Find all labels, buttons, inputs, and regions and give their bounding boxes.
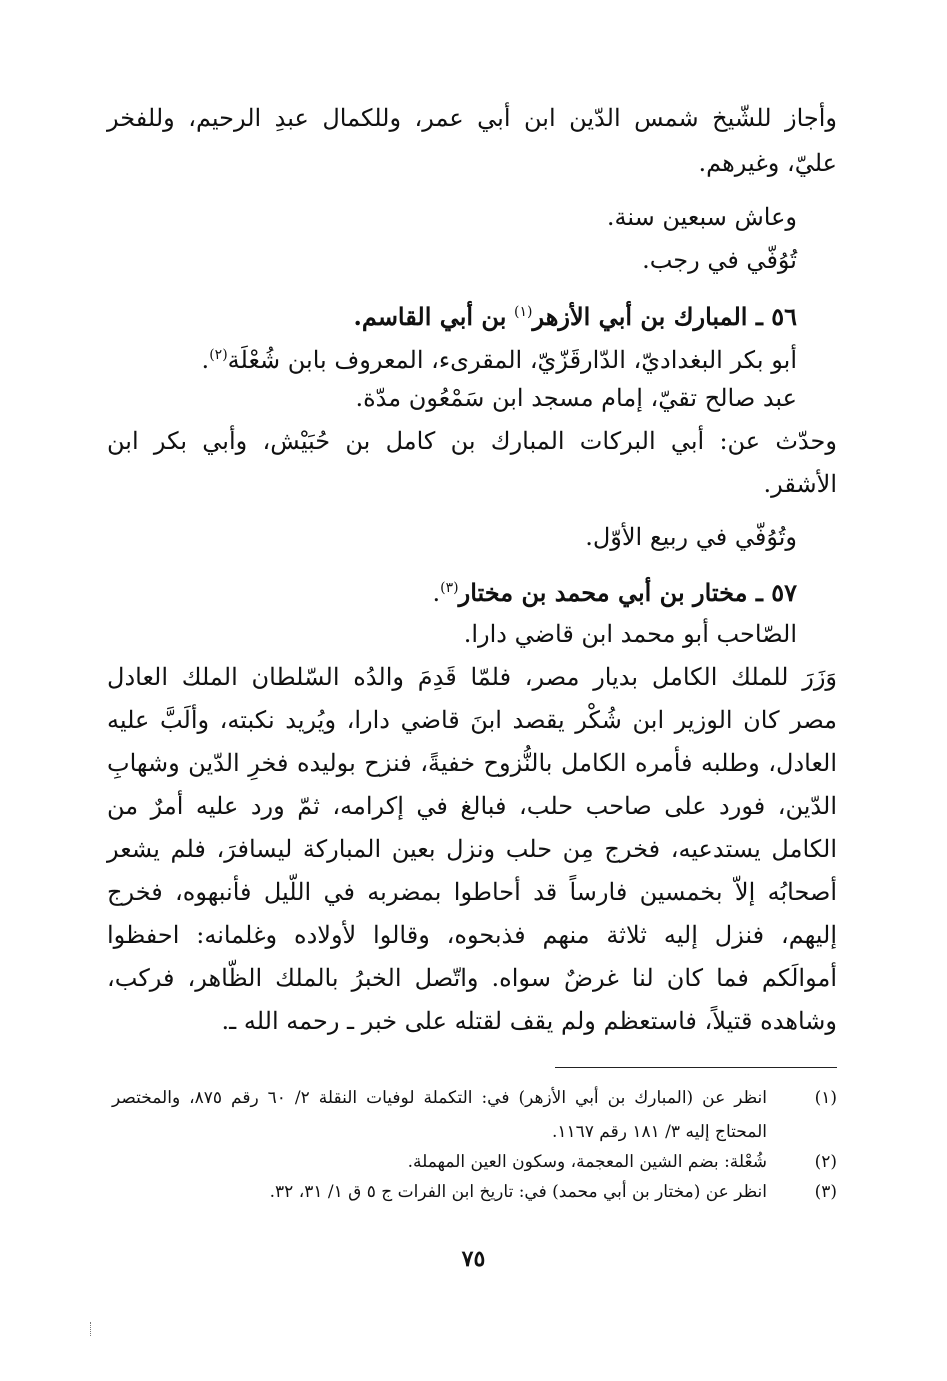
entry-56-line-5: وتُوُفّي في ربيع الأوّل. bbox=[585, 523, 797, 551]
footnote-2-number: (٢) bbox=[814, 1152, 837, 1172]
entry-57-line-3: مصر كان الوزير ابن شُكْر يقصد ابنَ قاضي دارا، ويُريد نكبته، وألَبَّ عليه bbox=[107, 706, 837, 734]
footnote-1-number: (١) bbox=[814, 1088, 837, 1108]
entry-56-line-1-text: أبو بكر البغداديّ، الدّارقَزّيّ، المقرىء، المعروف بابن شُعْلَة bbox=[227, 346, 797, 374]
body-line-1: وأجاز للشّيخ شمس الدّين ابن أبي عمر، وللكمال عبدِ الرحيم، وللفخر bbox=[107, 104, 837, 132]
entry-56-line-2: عبد صالح تقيّ، إمام مسجد ابن سَمْعُون مدّة. bbox=[355, 384, 797, 412]
footnote-2-text: شُعْلة: بضم الشين المعجمة، وسكون العين المهملة. bbox=[407, 1152, 767, 1172]
entry-56-heading bbox=[353, 292, 797, 337]
footnote-ref-3: (٣) bbox=[440, 580, 459, 596]
entry-57-line-2: وَزَرَ للملك الكامل بديار مصر، فلمّا قَدِمَ والدُه السّلطان الملك العادل bbox=[107, 663, 837, 691]
body-line-2: عليّ، وغيرهم. bbox=[698, 149, 837, 177]
entry-56-line-3: وحدّث عن: أبي البركات المبارك بن كامل بن حُبَيْش، وأبي بكر ابن bbox=[107, 427, 837, 455]
footnote-1-line-1: انظر عن (المبارك بن أبي الأزهر) في: التكملة لوفيات النقلة ٢/ ٦٠ رقم ٨٧٥، والمختصر bbox=[112, 1088, 767, 1108]
body-line-3: وعاش سبعين سنة. bbox=[606, 203, 797, 231]
entry-57-line-6: الكامل يستدعيه، فخرج مِن حلب ونزل بعين المباركة ليسافرَ، فلم يشعر bbox=[107, 835, 837, 863]
footnote-ref-1: (١) bbox=[514, 304, 533, 320]
entry-57-line-4: العادل، وطلبه فأمره الكامل بالنُّزوح خفيةً، فنزح بوليده فخرِ الدّين وشهابِ bbox=[107, 749, 837, 777]
page-number: ٧٥ bbox=[461, 1246, 486, 1272]
entry-57-heading: ٥٧ ـ مختار بن أبي محمد بن مختار$^{(٣)}$. bbox=[432, 578, 797, 607]
entry-57-name: ٥٧ ـ مختار بن أبي محمد بن مختار bbox=[458, 578, 797, 607]
footnote-3-number: (٣) bbox=[814, 1182, 837, 1202]
footnote-3-text: انظر عن (مختار بن أبي محمد) في: تاريخ ابن الفرات ج ٥ ق ١/ ٣١، ٣٢. bbox=[269, 1182, 767, 1202]
entry-56-line-4: الأشقر. bbox=[763, 470, 837, 498]
entry-57-line-7: أصحابُه إلاّ بخمسين فارساً قد أحاطوا بمضربه في اللّيل فأنبهوه، فخرج bbox=[107, 878, 837, 906]
footnote-separator bbox=[555, 1067, 837, 1068]
entry-57-line-9: أموالَكم فما كان لنا غرضٌ سواه. واتّصل الخبرُ بالملك الظّاهر، فركب، bbox=[107, 964, 837, 992]
entry-56-line-1: أبو بكر البغداديّ، الدّارقَزّيّ، المقرىء، المعروف بابن شُعْلَة$^{(٢)}$. bbox=[201, 346, 797, 374]
entry-57-line-8: إليهم، فنزل إليه ثلاثة منهم فذبحوه، وقالوا لأولاده وغلمانه: احفظوا bbox=[107, 921, 837, 949]
footnote-1-line-2: المحتاج إليه ٣/ ١٨١ رقم ١١٦٧. bbox=[551, 1122, 767, 1142]
entry-57-line-5: الدّين، فورد على صاحب حلب، فبالغ في إكرامه، ثمّ ورد عليه أمرٌ من bbox=[107, 792, 837, 820]
entry-57-line-1: الصّاحب أبو محمد ابن قاضي دارا. bbox=[463, 620, 797, 648]
entry-57-line-10: وشاهده قتيلاً، فاستعظم ولم يقف لقتله على خبر ـ رحمه الله ـ. bbox=[221, 1007, 837, 1035]
entry-56-name: ٥٦ ـ المبارك بن أبي الأزهر bbox=[532, 302, 797, 331]
footnote-ref-2: (٢) bbox=[209, 347, 228, 363]
margin-mark bbox=[90, 1322, 93, 1336]
body-line-4: تُوُفّي في رجب. bbox=[642, 246, 797, 274]
entry-56-name-rest: بن أبي القاسم. bbox=[353, 302, 507, 331]
